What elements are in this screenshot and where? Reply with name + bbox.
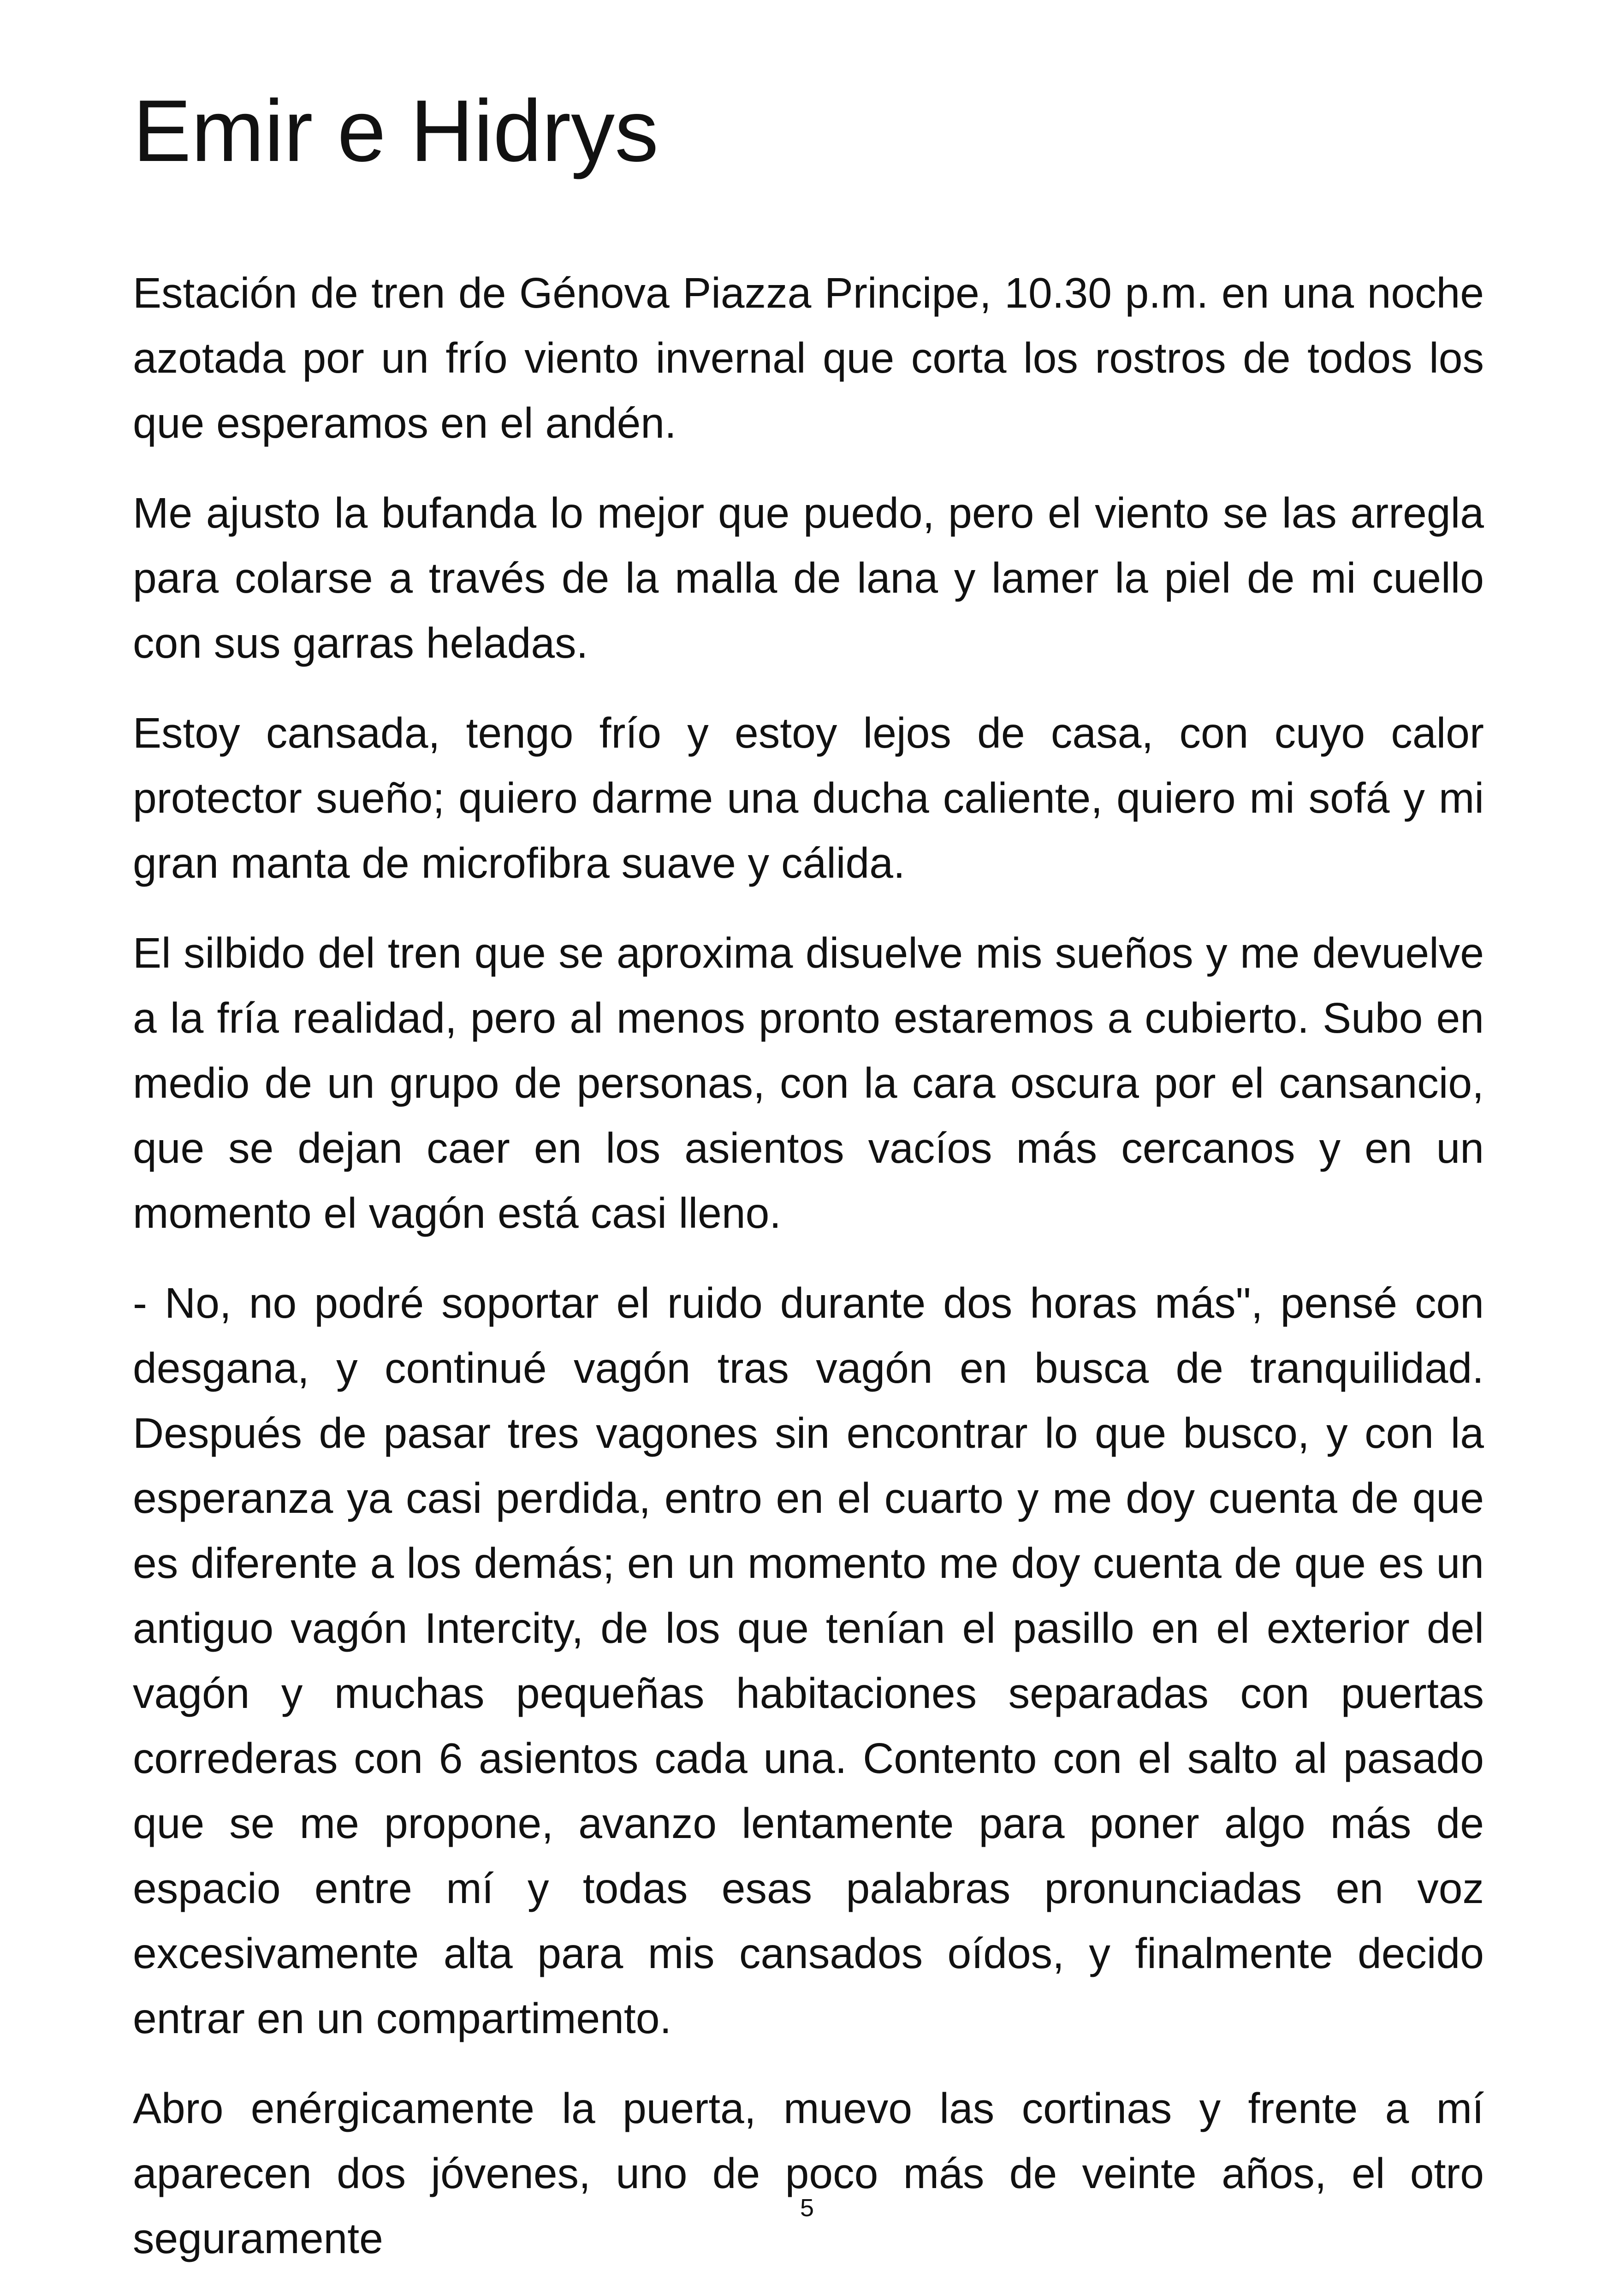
paragraph: - No, no podré soportar el ruido durante dos horas más", pensé con desgana, y continué vagón tras vagón en busca de tranquilidad. Después de pasar tres vagones sin encontrar lo que busco, y con la esperanza ya casi perdida, entro en el cuarto y me doy cuenta de que es diferente a los demás; en un momento me doy cuenta de que es un antiguo vagón Intercity, de los que tenían el pasillo en el exterior del vagón y muchas pequeñas habitaciones separadas con puertas correderas con 6 asientos cada una. Contento con el salto al pasado que se me propone, avanzo lentamente para poner algo más de espacio entre mí y todas esas palabras pronunciadas en voz excesivamente alta para mis cansados oídos, y finalmente decido entrar en un compartimento. — [133, 1279, 1484, 2042]
paragraph: Estación de tren de Génova Piazza Principe, 10.30 p.m. en una noche azotada por un frío viento invernal que corta los rostros de todos los que esperamos en el andén. — [133, 269, 1484, 447]
paragraph: Abro enérgicamente la puerta, muevo las cortinas y frente a mí aparecen dos jóvenes, uno de poco más de veinte años, el otro seguramente — [133, 2084, 1484, 2262]
page-number: 5 — [800, 2194, 814, 2222]
paragraph: Estoy cansada, tengo frío y estoy lejos de casa, con cuyo calor protector sueño; quiero darme una ducha caliente, quiero mi sofá y mi gran manta de microfibra suave y cálida. — [133, 709, 1484, 887]
paragraph: Me ajusto la bufanda lo mejor que puedo, pero el viento se las arregla para colarse a través de la malla de lana y lamer la piel de mi cuello con sus garras heladas. — [133, 489, 1484, 667]
body-text — [133, 261, 1484, 2296]
paragraph: El silbido del tren que se aproxima disuelve mis sueños y me devuelve a la fría realidad, pero al menos pronto estaremos a cubierto. Subo en medio de un grupo de personas, con la cara oscura por el cansancio, que se dejan caer en los asientos vacíos más cercanos y en un momento el vagón está casi lleno. — [133, 929, 1484, 1237]
chapter-title: Emir e Hidrys — [133, 82, 659, 180]
